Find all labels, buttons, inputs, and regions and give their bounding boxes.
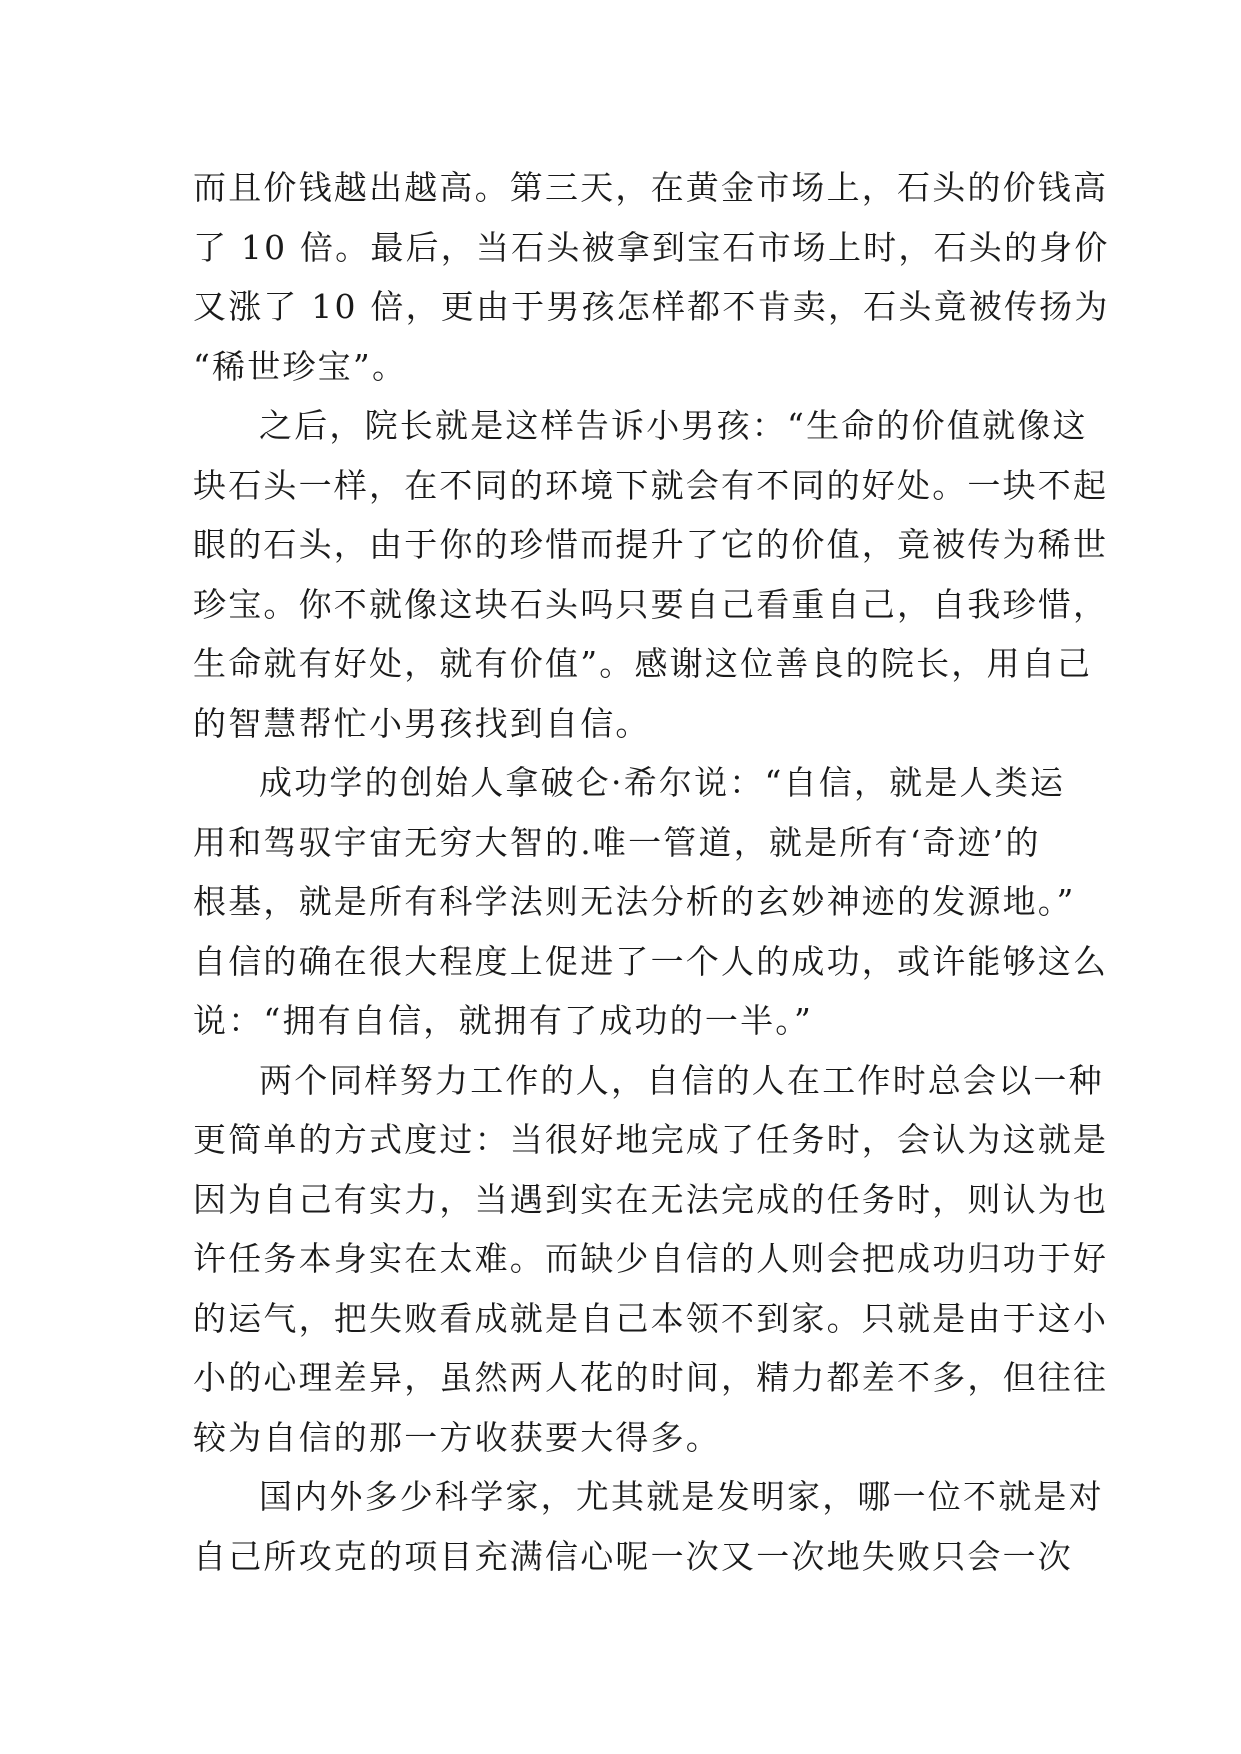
- text-line: 用和驾驭宇宙无穷大智的.唯一管道，就是所有‘奇迹’的: [193, 822, 1041, 862]
- text-line: 许任务本身实在太难。而缺少自信的人则会把成功归功于好: [193, 1239, 1109, 1278]
- text-line: 自信的确在很大程度上促进了一个人的成功，或许能够这么: [193, 941, 1109, 981]
- text-line: “稀世珍宝”。: [193, 346, 408, 386]
- text-line: 更简单的方式度过：当很好地完成了任务时，会认为这就是: [193, 1120, 1109, 1159]
- text-line: 又涨了 10 倍，更由于男孩怎样都不肯卖，石头竟被传扬为: [193, 287, 1110, 326]
- text-line: 的运气，把失败看成就是自己本领不到家。只就是由于这小: [193, 1298, 1109, 1338]
- text-line: 根基，就是所有科学法则无法分析的玄妙神迹的发源地。”: [193, 882, 1076, 921]
- paragraph-first-line: 国内外多少科学家，尤其就是发明家，哪一位不就是对: [259, 1477, 1104, 1516]
- paragraph-first-line: 两个同样努力工作的人，自信的人在工作时总会以一种: [259, 1060, 1104, 1100]
- body-text: [193, 158, 1110, 1586]
- paragraph-first-line: 之后，院长就是这样告诉小男孩：“生命的价值就像这: [259, 406, 1088, 445]
- text-line: 因为自己有实力，当遇到实在无法完成的任务时，则认为也: [193, 1179, 1109, 1219]
- text-line: 说：“拥有自信，就拥有了成功的一半。”: [193, 1001, 814, 1040]
- text-line: 生命就有好处，就有价值”。感谢这位善良的院长，用自己: [193, 644, 1093, 683]
- text-line: 较为自信的那一方收获要大得多。: [193, 1417, 721, 1457]
- text-line: 而且价钱越出越高。第三天，在黄金市场上，石头的价钱高: [193, 168, 1109, 207]
- text-line: 小的心理差异，虽然两人花的时间，精力都差不多，但往往: [193, 1358, 1109, 1397]
- text-line: 块石头一样，在不同的环境下就会有不同的好处。一块不起: [193, 465, 1109, 505]
- paragraph-first-line: 成功学的创始人拿破仑·希尔说：“自信，就是人类运: [259, 763, 1066, 802]
- text-line: 的智慧帮忙小男孩找到自信。: [193, 703, 651, 743]
- text-line: 珍宝。你不就像这块石头吗只要自己看重自己，自我珍惜，: [193, 584, 1109, 624]
- text-line: 了 10 倍。最后，当石头被拿到宝石市场上时，石头的身价: [193, 227, 1110, 267]
- text-line: 眼的石头，由于你的珍惜而提升了它的价值，竟被传为稀世: [193, 525, 1109, 564]
- text-line: 自己所攻克的项目充满信心呢一次又一次地失败只会一次: [193, 1536, 1073, 1576]
